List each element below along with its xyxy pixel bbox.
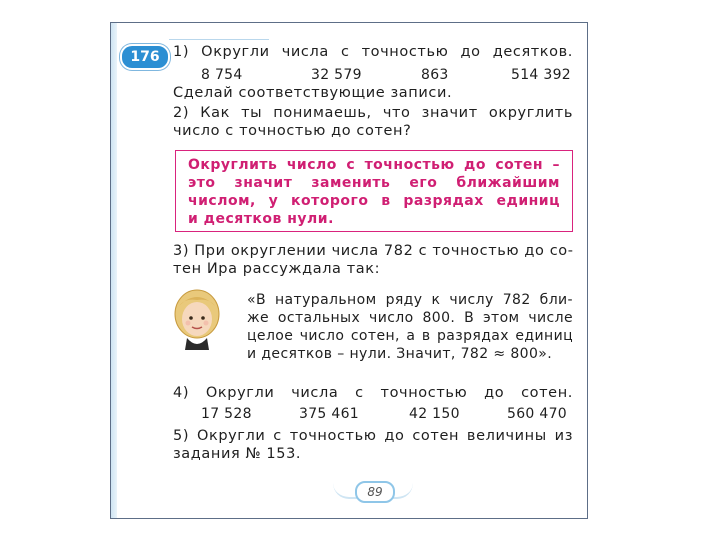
rule-box bbox=[175, 150, 573, 232]
quote-line: и десятков – нули. Значит, 782 ≈ 800». bbox=[247, 346, 553, 362]
part5-line2: задания № 153. bbox=[173, 446, 302, 462]
quote-line: же остальных число 800. В этом числе bbox=[247, 310, 573, 326]
page-number: 89 bbox=[355, 481, 395, 503]
number-item: 514 392 bbox=[511, 67, 571, 83]
number-item: 17 528 bbox=[201, 406, 252, 422]
quote-line: «В натуральном ряду к числу 782 бли- bbox=[247, 292, 573, 308]
part3-line2: тен Ира рассуждала так: bbox=[173, 261, 381, 277]
quote-line: целое число сотен, а в разрядах единиц bbox=[247, 328, 573, 344]
part1-note: Сделай соответствующие записи. bbox=[173, 85, 453, 101]
part5-line1: 5) Округли с точностью до сотен величины из bbox=[173, 428, 573, 444]
number-item: 560 470 bbox=[507, 406, 567, 422]
rule-line: это значит заменить его ближайшим bbox=[188, 175, 560, 191]
number-item: 32 579 bbox=[311, 67, 362, 83]
part3-line1: 3) При округлении числа 782 с точностью до со- bbox=[173, 243, 574, 259]
number-item: 863 bbox=[421, 67, 449, 83]
task-number-badge: 176 bbox=[120, 44, 170, 70]
number-item: 8 754 bbox=[201, 67, 243, 83]
part2-question-line2: число с точностью до сотен? bbox=[173, 123, 412, 139]
left-margin-band bbox=[111, 23, 117, 518]
rule-line: и десятков нули. bbox=[188, 211, 334, 227]
top-decor-rule bbox=[169, 39, 269, 40]
part1-instruction: 1) Округли числа с точностью до десятков. bbox=[173, 44, 573, 60]
rule-line: Округлить число с точностью до сотен – bbox=[188, 157, 560, 173]
part2-question-line1: 2) Как ты понимаешь, что значит округлить bbox=[173, 105, 573, 121]
part4-instruction: 4) Округли числа с точностью до сотен. bbox=[173, 385, 573, 401]
number-item: 375 461 bbox=[299, 406, 359, 422]
number-item: 42 150 bbox=[409, 406, 460, 422]
girl-ira-illustration bbox=[169, 288, 225, 350]
textbook-page bbox=[110, 22, 588, 519]
rule-line: числом, у которого в разрядах единиц bbox=[188, 193, 560, 209]
